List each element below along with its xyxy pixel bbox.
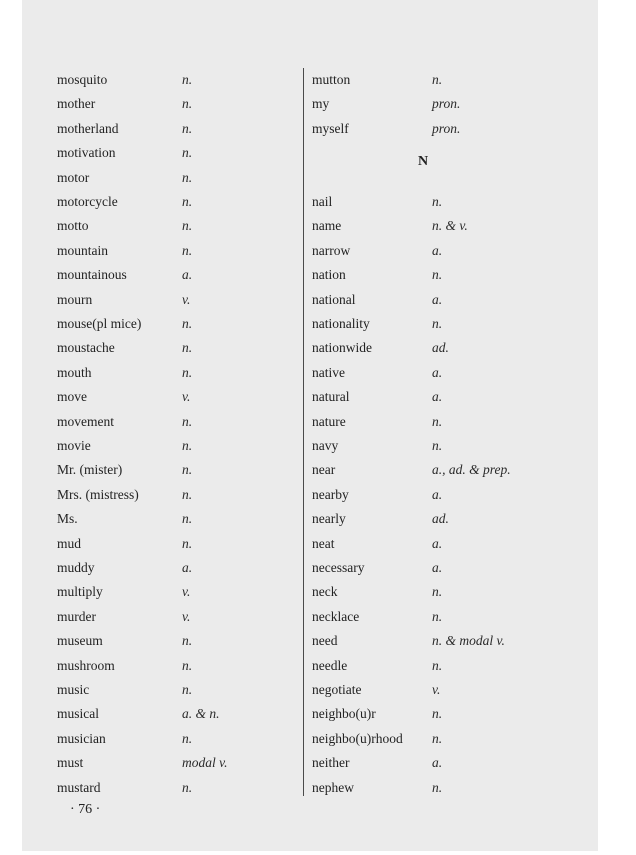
part-of-speech: a. & n. (182, 706, 220, 722)
headword: mother (57, 96, 96, 112)
part-of-speech: n. (182, 145, 193, 161)
headword: musician (57, 730, 106, 746)
part-of-speech: n. (182, 779, 193, 795)
part-of-speech: n. (432, 194, 443, 209)
part-of-speech: v. (182, 584, 191, 600)
part-of-speech: n. & v. (432, 218, 468, 234)
headword: mustard (57, 779, 101, 795)
headword: native (312, 364, 345, 380)
part-of-speech: a. (432, 755, 443, 771)
headword: near (312, 462, 336, 478)
headword: movement (57, 413, 114, 429)
headword: murder (57, 608, 96, 624)
headword: mouth (57, 364, 92, 380)
part-of-speech: a. (432, 535, 443, 551)
part-of-speech: n. (182, 462, 193, 478)
page-number: · 76 · (70, 802, 101, 817)
headword: motor (57, 169, 90, 185)
headword: motorcycle (57, 194, 118, 209)
headword: Mr. (mister) (57, 462, 123, 478)
headword: mushroom (57, 657, 115, 673)
headword: nearly (312, 511, 346, 527)
dictionary-page (22, 0, 598, 851)
headword: musical (57, 706, 99, 722)
part-of-speech: n. (432, 438, 443, 453)
headword: move (57, 389, 87, 405)
part-of-speech: n. & modal v. (432, 633, 505, 649)
part-of-speech: n. (432, 316, 443, 331)
headword: neck (312, 584, 338, 600)
headword: Mrs. (mistress) (57, 486, 139, 502)
part-of-speech: n. (182, 96, 193, 112)
part-of-speech: n. (432, 779, 443, 795)
headword: nature (312, 413, 346, 429)
headword: mountain (57, 242, 108, 258)
part-of-speech: n. (432, 657, 443, 673)
headword: nail (312, 194, 333, 209)
headword: nation (312, 267, 346, 283)
part-of-speech: pron. (432, 120, 461, 136)
headword: moustache (57, 340, 115, 356)
headword: my (312, 96, 330, 112)
headword: motherland (57, 120, 119, 136)
headword: mountainous (57, 267, 127, 283)
headword: national (312, 291, 356, 307)
headword: motto (57, 218, 89, 234)
part-of-speech: n. (182, 72, 193, 87)
part-of-speech: v. (182, 389, 191, 405)
headword: must (57, 755, 84, 771)
part-of-speech: v. (182, 608, 191, 624)
part-of-speech: n. (182, 657, 193, 673)
part-of-speech: n. (182, 730, 193, 746)
headword: nationality (312, 316, 370, 331)
headword: muddy (57, 560, 95, 575)
part-of-speech: a., ad. & prep. (432, 462, 511, 478)
part-of-speech: n. (432, 267, 443, 283)
headword: nephew (312, 779, 354, 795)
part-of-speech: n. (182, 316, 193, 331)
headword: myself (312, 120, 349, 136)
part-of-speech: n. (182, 194, 193, 209)
part-of-speech: n. (432, 584, 443, 600)
part-of-speech: n. (432, 706, 443, 722)
headword: mutton (312, 72, 351, 87)
part-of-speech: a. (182, 560, 193, 575)
part-of-speech: n. (182, 120, 193, 136)
part-of-speech: ad. (432, 340, 449, 356)
headword: narrow (312, 242, 351, 258)
headword: multiply (57, 584, 103, 600)
part-of-speech: n. (182, 511, 193, 527)
part-of-speech: n. (182, 413, 193, 429)
headword: mourn (57, 291, 93, 307)
headword: movie (57, 438, 91, 453)
headword: mosquito (57, 72, 108, 87)
part-of-speech: modal v. (182, 755, 228, 771)
headword: name (312, 218, 342, 234)
part-of-speech: n. (182, 535, 193, 551)
part-of-speech: n. (182, 340, 193, 356)
headword: Ms. (57, 511, 78, 527)
column-divider (303, 68, 304, 796)
headword: motivation (57, 145, 116, 161)
part-of-speech: n. (182, 169, 193, 185)
headword: nationwide (312, 340, 372, 356)
part-of-speech: pron. (432, 96, 461, 112)
headword: neighbo(u)rhood (312, 730, 403, 746)
part-of-speech: n. (182, 682, 193, 697)
part-of-speech: n. (432, 413, 443, 429)
part-of-speech: a. (182, 267, 193, 283)
part-of-speech: n. (432, 608, 443, 624)
headword: need (312, 633, 338, 649)
part-of-speech: n. (182, 486, 193, 502)
part-of-speech: n. (182, 218, 193, 234)
part-of-speech: a. (432, 291, 443, 307)
part-of-speech: a. (432, 486, 443, 502)
headword: nearby (312, 486, 349, 502)
headword: natural (312, 389, 350, 405)
part-of-speech: a. (432, 389, 443, 405)
part-of-speech: a. (432, 364, 443, 380)
part-of-speech: v. (182, 291, 191, 307)
part-of-speech: ad. (432, 511, 449, 527)
headword: necessary (312, 560, 365, 575)
part-of-speech: n. (182, 633, 193, 649)
headword: negotiate (312, 682, 362, 697)
part-of-speech: n. (182, 364, 193, 380)
part-of-speech: a. (432, 242, 443, 258)
part-of-speech: n. (182, 438, 193, 453)
headword: mud (57, 535, 82, 551)
headword: museum (57, 633, 103, 649)
part-of-speech: a. (432, 560, 443, 575)
headword: necklace (312, 608, 360, 624)
headword: needle (312, 657, 348, 673)
part-of-speech: n. (432, 72, 443, 87)
section-letter: N (418, 154, 429, 169)
headword: mouse(pl mice) (57, 316, 142, 331)
headword: neighbo(u)r (312, 706, 376, 722)
headword: music (57, 682, 90, 697)
part-of-speech: v. (432, 682, 441, 697)
headword: navy (312, 438, 339, 453)
headword: neat (312, 535, 335, 551)
headword: neither (312, 755, 350, 771)
part-of-speech: n. (432, 730, 443, 746)
part-of-speech: n. (182, 242, 193, 258)
